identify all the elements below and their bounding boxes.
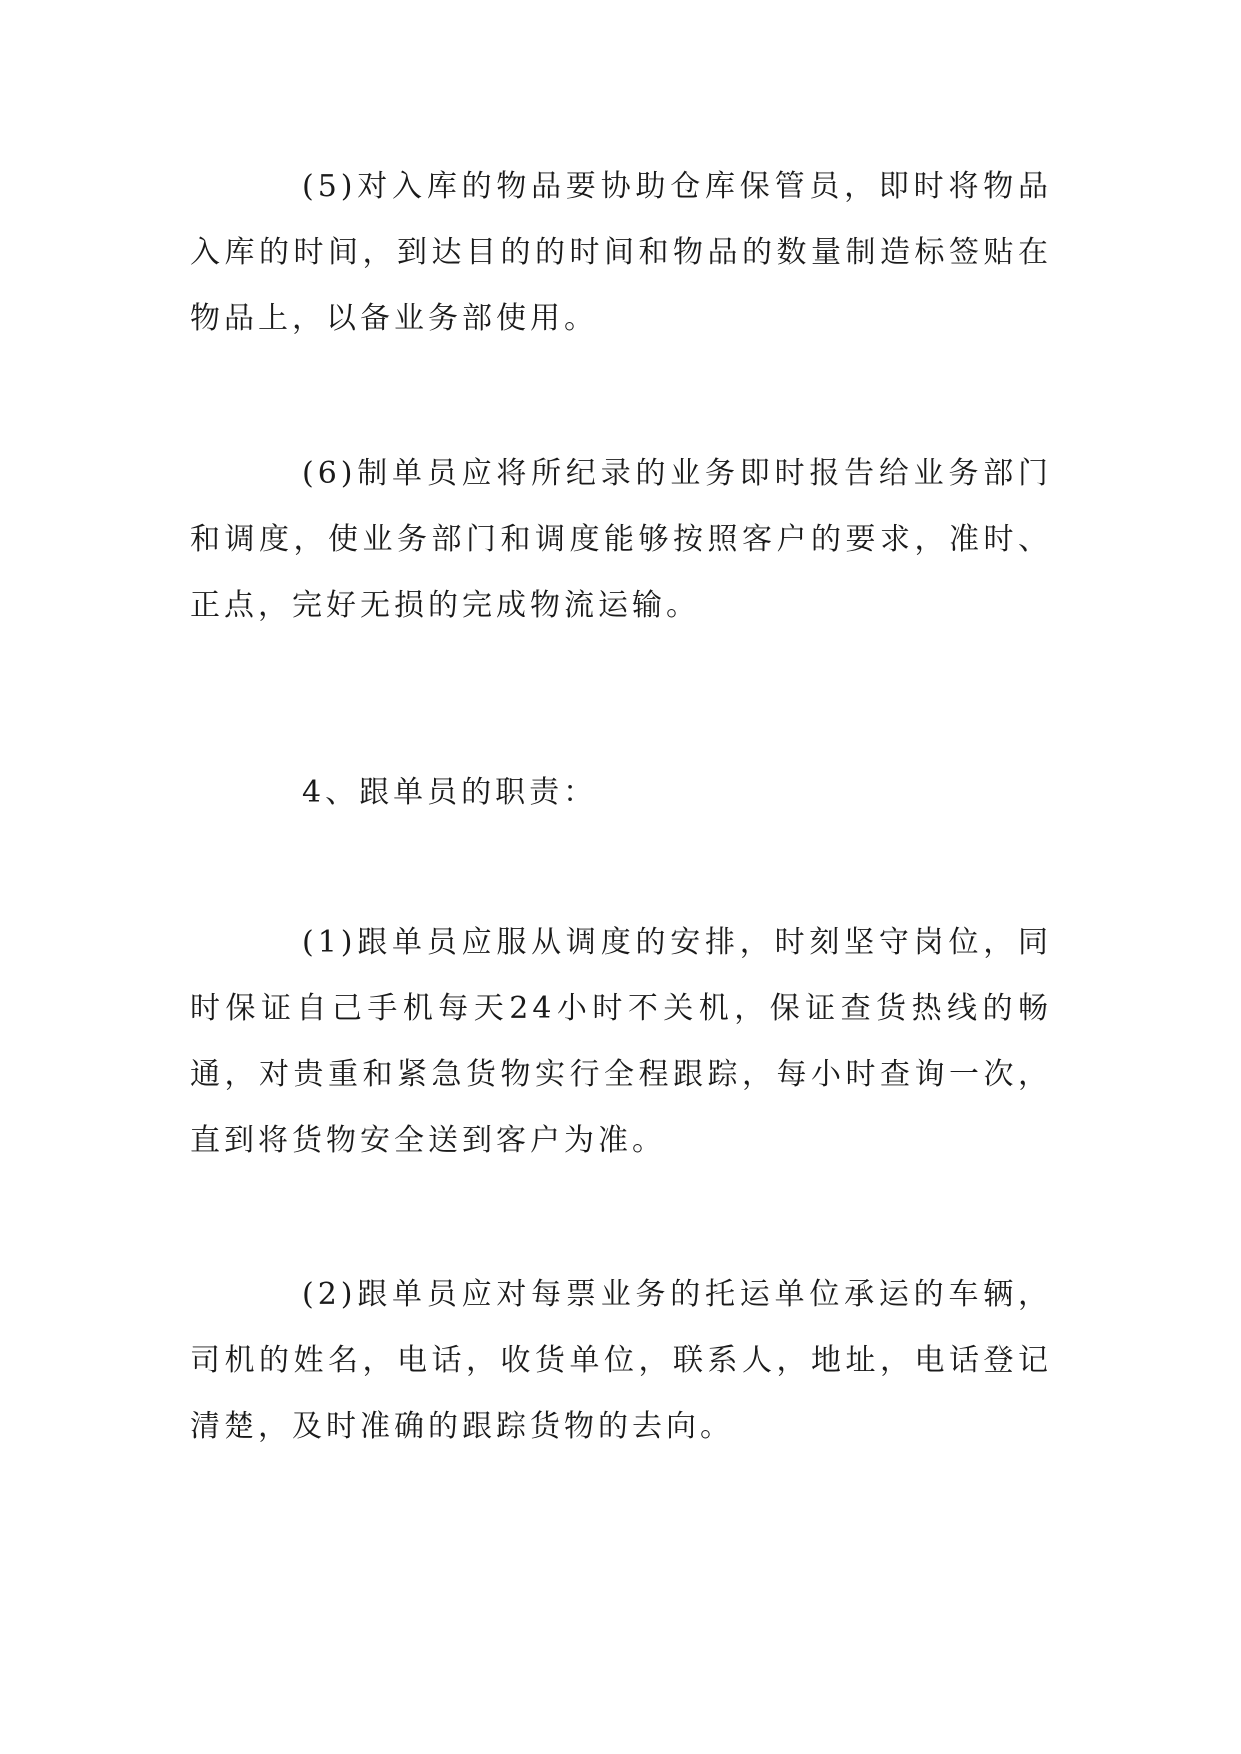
paragraph-item-2: (2)跟单员应对每票业务的托运单位承运的车辆，司机的姓名，电话，收货单位，联系人，地址，电话登记清楚，及时准确的跟踪货物的去向。 xyxy=(190,1277,1052,1444)
paragraph-item-5: (5)对入库的物品要协助仓库保管员，即时将物品入库的时间，到达目的的时间和物品的数量制造标签贴在物品上，以备业务部使用。 xyxy=(190,169,1052,336)
paragraph-item-1: (1)跟单员应服从调度的安排，时刻坚守岗位，同时保证自己手机每天24小时不关机，保证查货热线的畅通，对贵重和紧急货物实行全程跟踪，每小时查询一次，直到将货物安全送到客户为准。 xyxy=(190,925,1052,1158)
section-heading-follow-up-duties: 4、跟单员的职责： xyxy=(302,775,598,810)
paragraph-item-6: (6)制单员应将所纪录的业务即时报告给业务部门和调度，使业务部门和调度能够按照客户的要求，准时、正点，完好无损的完成物流运输。 xyxy=(190,456,1052,623)
